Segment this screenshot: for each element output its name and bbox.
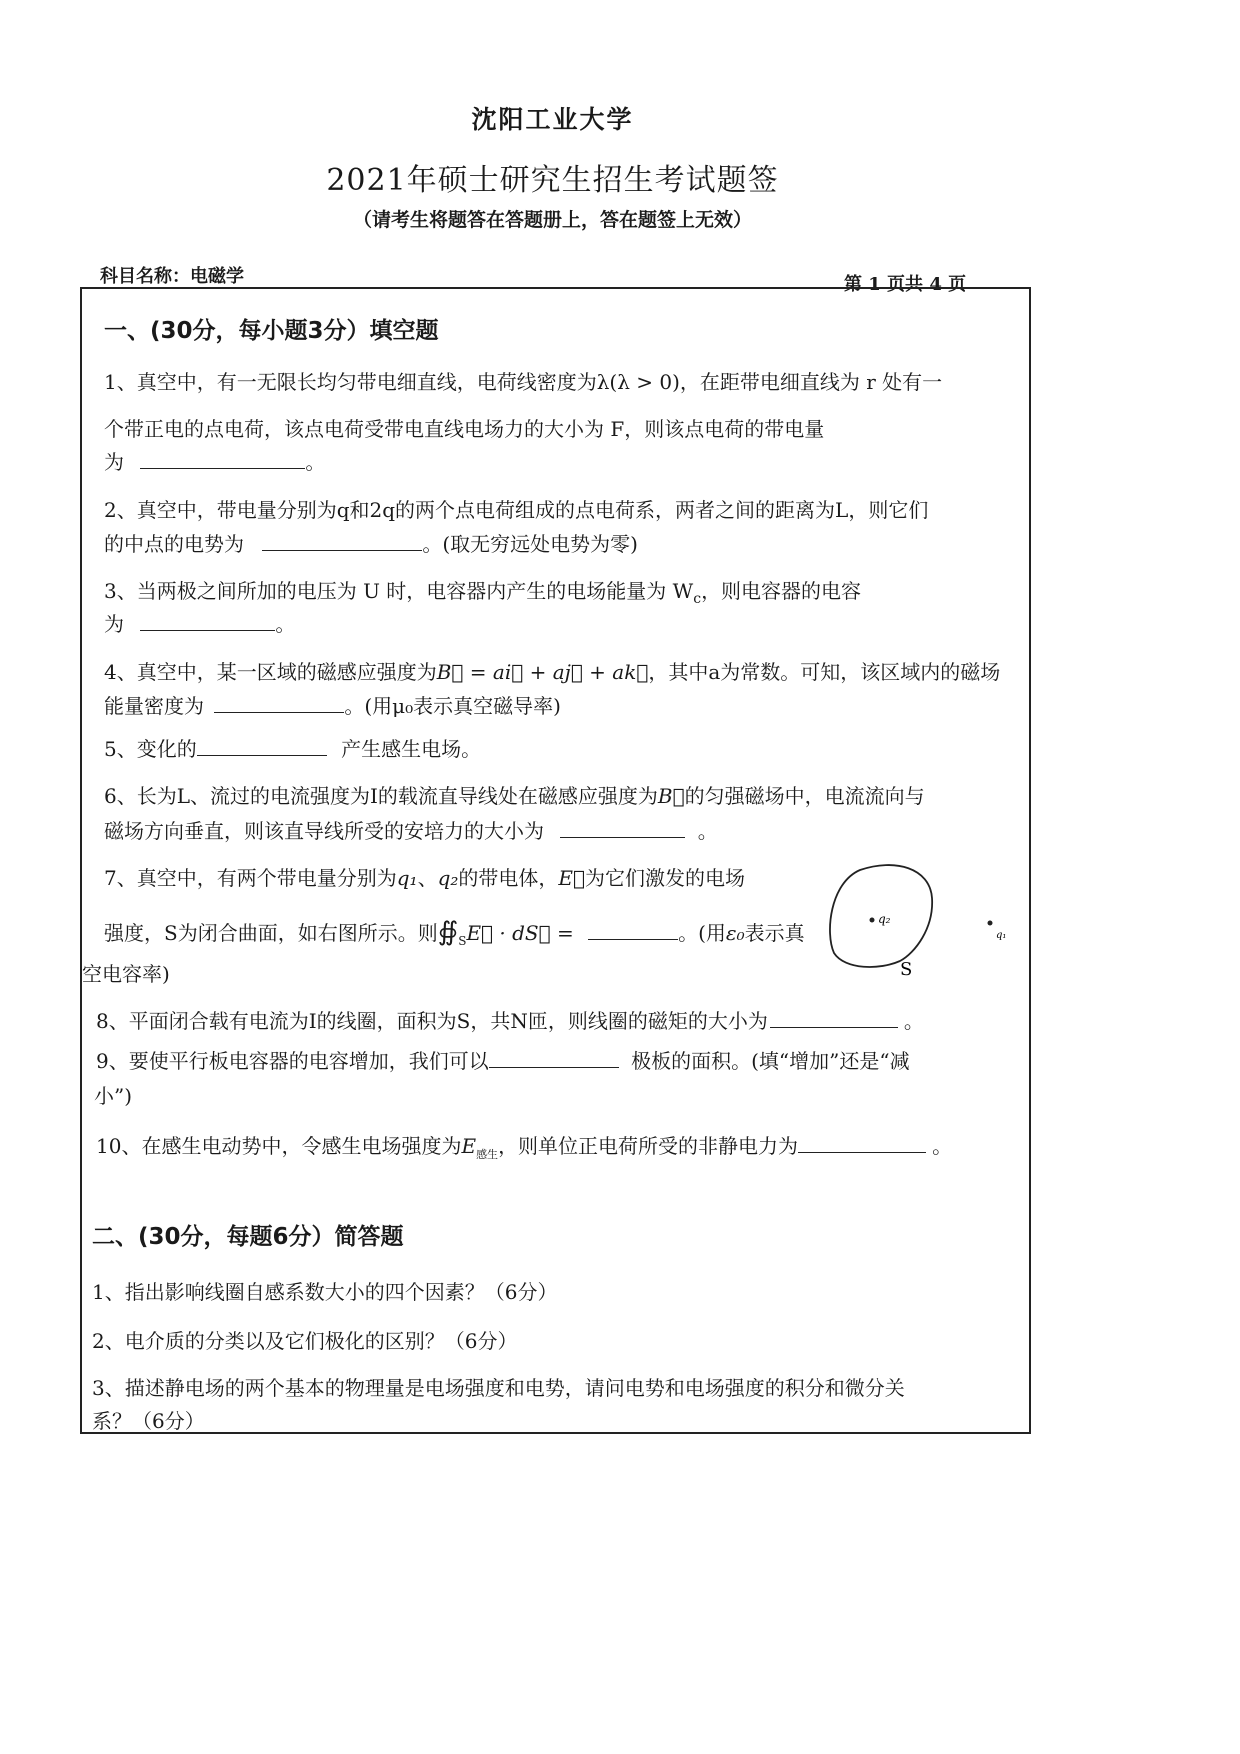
- q9-line1: 9、要使平行板电容器的电容增加，我们可以 极板的面积。(填“增加”还是“减: [96, 1049, 910, 1073]
- q6-b-vector: B⃗: [657, 784, 685, 808]
- surface-s-label: S: [900, 959, 913, 980]
- q1-line2: 个带正电的点电荷，该点电荷受带电直线电场力的大小为 F，则该点电荷的带电量: [104, 417, 825, 441]
- q5-line: 5、变化的 产生感生电场。: [104, 737, 482, 761]
- q1-line1: 1、真空中，有一无限长均匀带电细直线，电荷线密度为λ(λ > 0)，在距带电细直线为 r 处有一: [104, 370, 943, 394]
- q7-line2: 强度，S为闭合曲面，如右图所示。则$∯_SE⃗$ · dS⃗ = 。(用ε₀表示真: [104, 917, 805, 948]
- charge-q2-dot: [870, 918, 875, 923]
- q10-answer-blank: [798, 1132, 926, 1153]
- q7-line1: 7、真空中，有两个带电量分别为q₁、q₂的带电体，E⃗为它们激发的电场: [104, 866, 745, 890]
- q2-answer-blank: [262, 530, 422, 551]
- q2-line1: 2、真空中，带电量分别为q和2q的两个点电荷组成的点电荷系，两者之间的距离为L，则它们: [104, 498, 929, 522]
- q5-answer-blank: [197, 735, 327, 756]
- s2-q1: 1、指出影响线圈自感系数大小的四个因素？（6分）: [92, 1280, 558, 1304]
- page-indicator: 第 1 页共 4 页: [844, 274, 967, 295]
- q9-line2: 小”): [94, 1084, 133, 1108]
- q4-line1: 4、真空中，某一区域的磁感应强度为B⃗ = ai⃗ + aj⃗ + ak⃗，其中a为常数。可知，该区域内的磁场: [104, 660, 1001, 684]
- exam-title: 2021年硕士研究生招生考试题签: [326, 163, 779, 198]
- s2-q2: 2、电介质的分类以及它们极化的区别？（6分）: [92, 1329, 518, 1353]
- q6-answer-blank: [560, 817, 685, 838]
- q2-line2: 的中点的电势为 。(取无穷远处电势为零): [104, 532, 638, 556]
- exam-notice: （请考生将题答在答题册上，答在题签上无效）: [352, 209, 752, 231]
- section2-title: 二、(30分，每题6分）简答题: [92, 1224, 404, 1250]
- q4-answer-blank: [214, 692, 344, 713]
- section1-title: 一、(30分，每小题3分）填空题: [104, 318, 439, 344]
- q3-answer-blank: [140, 610, 275, 631]
- charge-q1-label: q₁: [996, 930, 1007, 941]
- q6-line2: 磁场方向垂直，则该直导线所受的安培力的大小为 。: [104, 819, 718, 843]
- q7-line3: 空电容率): [82, 962, 170, 986]
- q1-answer-blank: [140, 448, 305, 469]
- q3-subscript-c: c: [693, 591, 702, 607]
- q4-formula: B⃗ = ai⃗ + aj⃗ + ak⃗: [436, 660, 649, 684]
- q3-line1: 3、当两极之间所加的电压为 U 时，电容器内产生的电场能量为 $W_c$，则电容器的电容: [104, 579, 862, 607]
- q4-line2: 能量密度为 。(用μ₀表示真空磁导率): [104, 694, 561, 718]
- q7-answer-blank: [588, 919, 678, 940]
- q3-line2: 为 。: [104, 612, 296, 636]
- q8-answer-blank: [770, 1007, 898, 1028]
- q10-line: 10、在感生电动势中，令感生电场强度为$E_{感生}$，则单位正电荷所受的非静电力为 。: [96, 1134, 953, 1161]
- q1-line3: 为 。: [104, 450, 326, 474]
- school-name: 沈阳工业大学: [471, 105, 634, 134]
- subject-name: 科目名称：电磁学: [100, 266, 244, 287]
- s2-q3-line1: 3、描述静电场的两个基本的物理量是电场强度和电势，请问电势和电场强度的积分和微分关: [92, 1376, 905, 1400]
- s2-q3-line2: 系？（6分）: [92, 1409, 205, 1433]
- charge-q1-dot: [988, 921, 993, 926]
- q8-line: 8、平面闭合载有电流为I的线圈，面积为S，共N匝，则线圈的磁矩的大小为 。: [96, 1009, 924, 1033]
- charge-q2-label: q₂: [878, 912, 891, 926]
- q6-line1: 6、长为L、流过的电流强度为I的载流直导线处在磁感应强度为B⃗的匀强磁场中，电流流向与: [104, 784, 925, 808]
- q9-answer-blank: [489, 1047, 619, 1068]
- closed-surface-integral-symbol: ∯: [437, 917, 459, 947]
- closed-surface-diagram: [820, 858, 1030, 988]
